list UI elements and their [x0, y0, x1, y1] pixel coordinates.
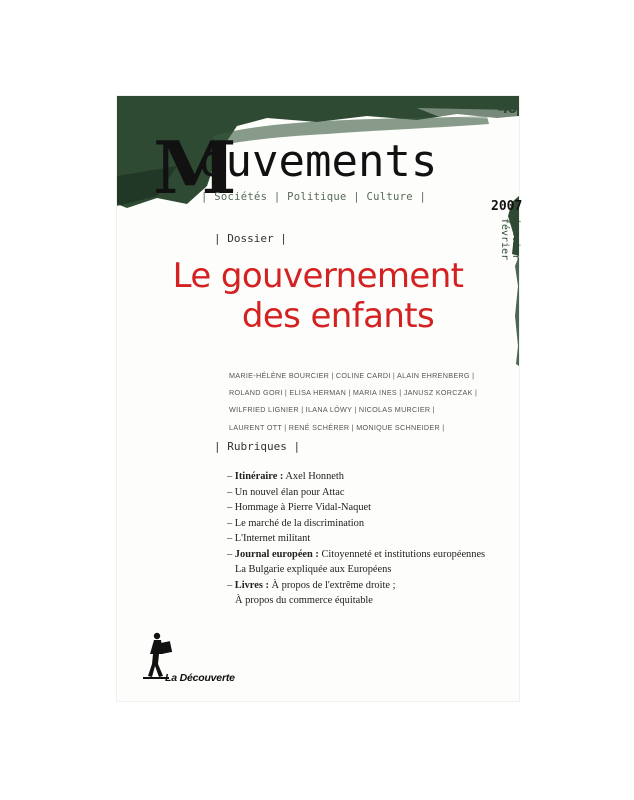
rubrique-subitem: À propos du commerce équitable	[235, 595, 373, 606]
author-line: WILFRIED LIGNIER | ILANA LÖWY | NICOLAS MURCIER |	[229, 405, 435, 415]
rubrique-item: – Un nouvel élan pour Attac	[227, 486, 345, 498]
author-line: MARIE-HÉLÈNE BOURCIER | COLINE CARDI | ALAIN EHRENBERG |	[229, 371, 475, 380]
masthead-initial: M	[153, 125, 237, 210]
issue-year: 2007	[491, 199, 523, 214]
rubrique-item: – Itinéraire : Axel Honneth	[227, 471, 344, 482]
masthead-rest: ouvements	[199, 136, 438, 187]
rubrique-item: – Livres : À propos de l'extrême droite ;	[227, 579, 396, 591]
rubrique-item: – Journal européen : Citoyenneté et institutions européennes	[227, 548, 486, 560]
author-line: LAURENT OTT | RENÉ SCHÉRER | MONIQUE SCHNEIDER |	[229, 422, 445, 432]
author-line: ROLAND GORI | ELISA HERMAN | MARIA INES | JANUSZ KORCZAK |	[229, 388, 478, 398]
month-1: janvier	[510, 218, 521, 261]
rubriques-list	[227, 469, 517, 609]
dossier-title	[117, 256, 519, 336]
author-list	[229, 367, 509, 436]
publisher-name: La Découverte	[165, 672, 235, 684]
month-2: février	[499, 218, 510, 261]
dossier-label: | Dossier |	[214, 232, 287, 245]
rubrique-item: – L'Internet militant	[227, 533, 311, 544]
rubrique-item: – Le marché de la discrimination	[227, 517, 365, 529]
title-line-2: des enfants	[241, 296, 435, 336]
book-cover	[117, 96, 523, 701]
masthead-tagline: | Sociétés | Politique | Culture |	[201, 191, 427, 203]
issue-number: 49	[497, 97, 517, 118]
rubrique-item: – Hommage à Pierre Vidal-Naquet	[227, 502, 372, 513]
rubrique-subitem: La Bulgarie expliquée aux Européens	[235, 564, 392, 575]
title-line-1: Le gouvernement	[172, 256, 464, 296]
rubriques-label: | Rubriques |	[214, 440, 301, 453]
